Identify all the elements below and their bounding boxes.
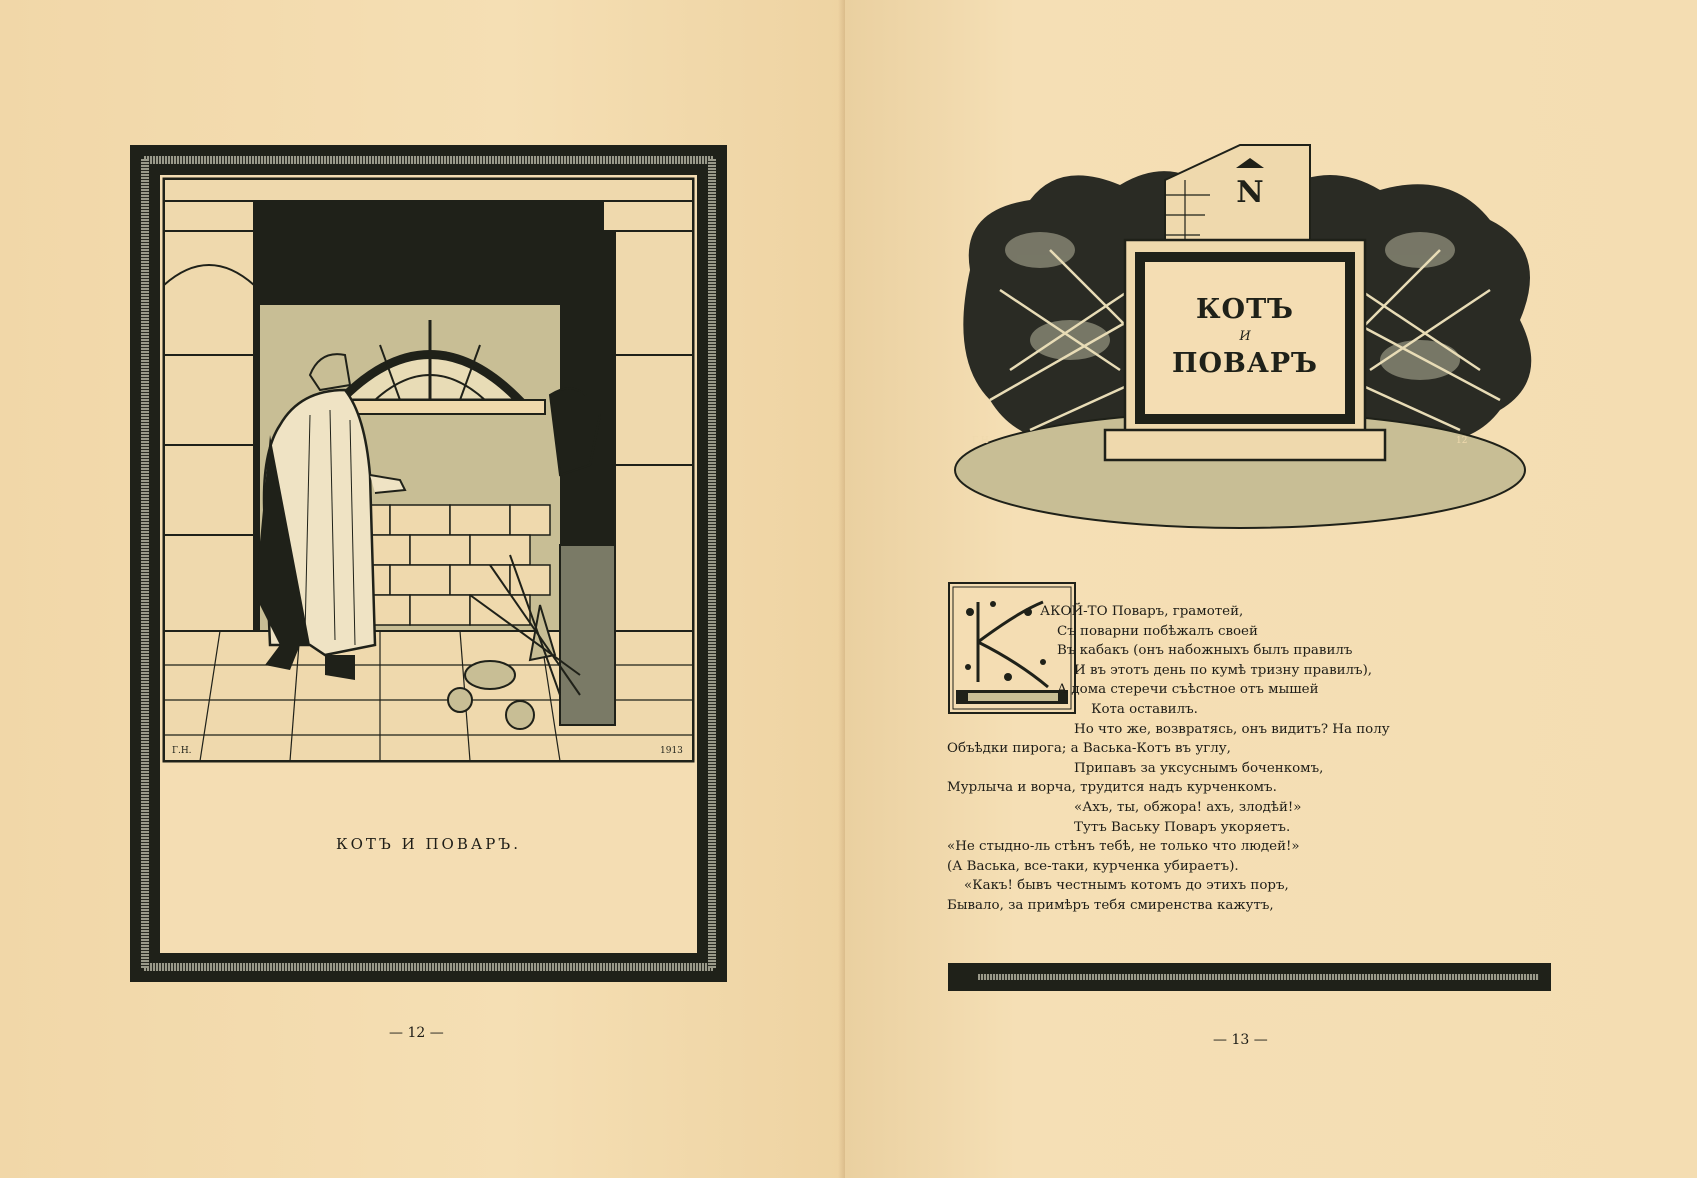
illustration-signature: Г.Н. — [172, 746, 192, 756]
headpiece-signature: Г.Н — [972, 436, 989, 446]
poem-line: (А Васька, все-таки, курченка убираетъ). — [947, 858, 1239, 874]
poem-line: Мурлыча и ворча, трудится надъ курченкомъ. — [947, 780, 1277, 796]
poem-line: «Какъ! бывъ честнымъ котомъ до этихъ поръ, — [947, 878, 1289, 894]
frame-stripe-bottom — [144, 963, 713, 971]
poem-line: «Ахъ, ты, обжора! ахъ, злодѣй!» — [1040, 799, 1302, 815]
poem-text — [947, 602, 1510, 916]
poem-line: «Не стыдно-ль стѣнъ тебѣ, не только что людей!» — [947, 839, 1300, 855]
page-number-left: — 12 — — [389, 1025, 444, 1041]
page-number-right: — 13 — — [1213, 1032, 1268, 1048]
illustration-frame — [130, 145, 727, 982]
headpiece-title-line1: КОТЪ — [1196, 294, 1294, 325]
frame-stripe-right — [708, 159, 716, 968]
poem-line: А дома стеречи съѣстное отъ мышей — [1040, 682, 1319, 698]
poem-line: Но что же, возвратясь, онъ видитъ? На полу — [1040, 721, 1390, 737]
illustration-year: 1913 — [660, 746, 683, 756]
title-headpiece-monument — [950, 140, 1540, 535]
poem-line: Бывало, за примѣръ тебя смиренства кажутъ, — [947, 897, 1274, 913]
headpiece-title-line2: ПОВАРЪ — [1172, 348, 1318, 379]
frame-stripe-left — [141, 159, 149, 968]
poem-line: Съ поварни побѣжалъ своей — [1040, 623, 1258, 639]
poem-line: Въ кабакъ (онъ набожныхъ былъ правилъ — [1040, 643, 1353, 659]
headpiece-title-conjunction: И — [1239, 329, 1251, 344]
frame-stripe-top — [144, 156, 713, 164]
poem-line: Припавъ за уксуснымъ боченкомъ, — [1040, 760, 1324, 776]
poem-line: Тутъ Ваську Поваръ укоряетъ. — [1040, 819, 1291, 835]
decorative-bottom-bar — [948, 963, 1551, 991]
poem-line: И въ этотъ день по кумѣ тризну правилъ), — [1040, 662, 1373, 678]
left-page — [0, 0, 845, 1178]
poem-line: Объѣдки пирога; а Васька-Котъ въ углу, — [947, 741, 1231, 757]
poem-line: АКОЙ-ТО Поваръ, грамотей, — [1040, 604, 1244, 619]
headpiece-year: 12 — [1456, 436, 1468, 446]
illustration-caption: КОТЪ И ПОВАРЪ. — [336, 835, 521, 853]
cook-and-cat-illustration — [160, 175, 697, 765]
bottom-bar-stripe — [978, 974, 1539, 980]
napoleon-monogram: N — [1236, 175, 1264, 210]
poem-line: Кота оставилъ. — [1040, 701, 1198, 717]
